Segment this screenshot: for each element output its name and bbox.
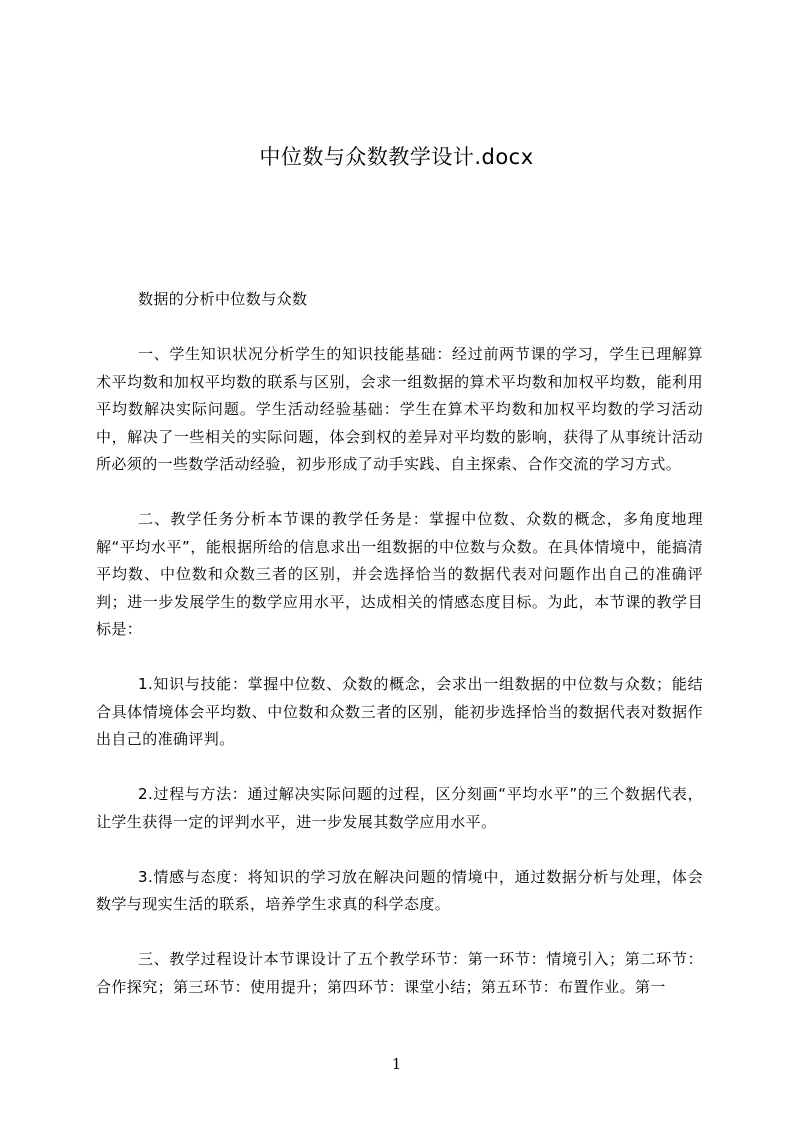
paragraph-objective-process: 2.过程与方法：通过解决实际问题的过程，区分刻画“平均水平”的三个数据代表，让学生获得一定的评判水平，进一步发展其数学应用水平。 — [96, 785, 703, 831]
section-heading: 数据的分析中位数与众数 — [138, 290, 308, 308]
paragraph-student-analysis: 一、学生知识状况分析学生的知识技能基础：经过前两节课的学习，学生已理解算术平均数和加权平均数的联系与区别，会求一组数据的算术平均数和加权平均数，能利用平均数解决实际问题。学生活动经验基础：学生在算术平均数和加权平均数的学习活动中，解决了一些相关的实际问题，体会到权的差异对平均数的影响，获得了从事统计活动所必须的一些数学活动经验，初步形成了动手实践、自主探索、合作交流的学习方式。 — [96, 345, 703, 473]
paragraph-objective-knowledge: 1.知识与技能：掌握中位数、众数的概念，会求出一组数据的中位数与众数；能结合具体情境体会平均数、中位数和众数三者的区别，能初步选择恰当的数据代表对数据作出自己的准确评判。 — [96, 675, 703, 748]
document-title: 中位数与众数教学设计.docx — [259, 145, 534, 169]
paragraph-teaching-process: 三、教学过程设计本节课设计了五个教学环节：第一环节：情境引入；第二环节：合作探究；第三环节：使用提升；第四环节：课堂小结；第五环节：布置作业。第一 — [96, 950, 703, 996]
page-number: 1 — [391, 1055, 402, 1073]
paragraph-objective-attitude: 3.情感与态度：将知识的学习放在解决问题的情境中，通过数据分析与处理，体会数学与现实生活的联系，培养学生求真的科学态度。 — [96, 867, 703, 913]
document-body — [96, 286, 703, 1029]
paragraph-task-analysis: 二、教学任务分析本节课的教学任务是：掌握中位数、众数的概念，多角度地理解“平均水平”，能根据所给的信息求出一组数据的中位数与众数。在具体情境中，能搞清平均数、中位数和众数三者的区别，并会选择恰当的数据代表对问题作出自己的准确评判；进一步发展学生的数学应用水平，达成相关的情感态度目标。为此，本节课的教学目标是： — [96, 510, 703, 638]
